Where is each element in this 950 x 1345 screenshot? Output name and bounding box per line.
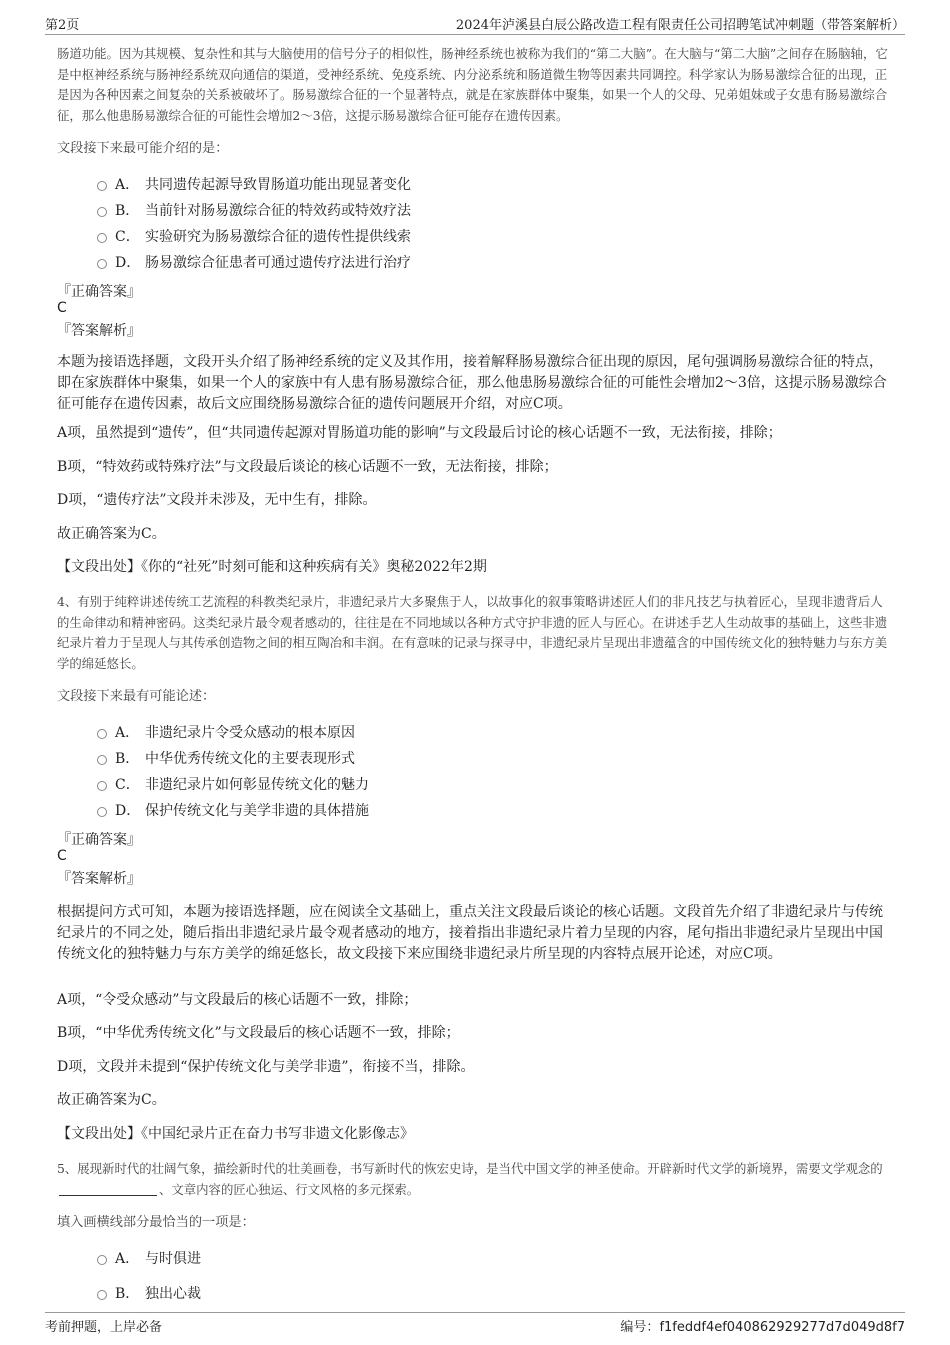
q3-analysis-b: B项，“特效药或特殊疗法”与文段最后谈论的核心话题不一致，无法衔接，排除；: [57, 459, 558, 475]
fill-in-blank: [59, 1183, 157, 1196]
q4-analysis-a: A项，“令受众感动”与文段最后的核心话题不一致，排除；: [57, 992, 418, 1008]
page-header: [45, 10, 905, 35]
q4-question: 文段接下来最有可能论述：: [57, 689, 216, 704]
q3-answer-label: 『正确答案』: [57, 284, 141, 300]
page-footer: [45, 1312, 905, 1335]
radio-icon[interactable]: [97, 781, 107, 791]
q5-question: 填入画横线部分最恰当的一项是：: [57, 1215, 255, 1230]
q4-analysis-label: 『答案解析』: [57, 871, 141, 887]
q3-passage: 肠道功能。因为其规模、复杂性和其与大脑使用的信号分子的相似性，肠神经系统也被称为我们的“第二大脑”。在大脑与“第二大脑”之间存在肠脑轴，它是中枢神经系统与肠神经系统双向通信的渠道，受神经系统、免疫系统、内分泌系统和肠道微生物等因素共同调控。科学家认为肠易激综合征的出现，正是因为各种因素之间复杂的关系被破坏了。肠易激综合征的一个显著特点，就是在家族群体中聚集，如果一个人的父母、兄弟姐妹或子女患有肠易激综合征，那么他患肠易激综合征的可能性会增加2～3倍，这提示肠易激综合征可能存在遗传因素。: [57, 46, 888, 123]
document-title: 2024年泸溪县白辰公路改造工程有限责任公司招聘笔试冲刺题（带答案解析）: [455, 18, 905, 33]
radio-icon[interactable]: [97, 1255, 107, 1265]
radio-icon[interactable]: [97, 233, 107, 243]
radio-icon[interactable]: [97, 1290, 107, 1300]
q3-analysis-label: 『答案解析』: [57, 323, 141, 339]
radio-icon[interactable]: [97, 181, 107, 191]
q3-analysis-d: D项，“遗传疗法”文段并未涉及，无中生有，排除。: [57, 492, 377, 508]
q3-analysis-a: A项，虽然提到“遗传”，但“共同遗传起源对胃肠道功能的影响”与文段最后讨论的核心话题不一致，无法衔接，排除；: [57, 425, 782, 441]
radio-icon[interactable]: [97, 729, 107, 739]
radio-icon[interactable]: [97, 207, 107, 217]
q5-passage: 5、展现新时代的壮阔气象，描绘新时代的壮美画卷，书写新时代的恢宏史诗，是当代中国文学的神圣使命。开辟新时代文学的新境界，需要文学观念的、文章内容的匠心独运、行文风格的多元探索。: [57, 1161, 883, 1197]
q3-question: 文段接下来最可能介绍的是：: [57, 141, 229, 156]
q3-source: 【文段出处】《你的“社死”时刻可能和这种疾病有关》奥秘2022年2期: [57, 559, 487, 575]
radio-icon[interactable]: [97, 807, 107, 817]
q4-conclusion: 故正确答案为C。: [57, 1092, 166, 1108]
q3-conclusion: 故正确答案为C。: [57, 526, 166, 542]
q4-analysis: 根据提问方式可知，本题为接语选择题，应在阅读全文基础上，重点关注文段最后谈论的核心话题。文段首先介绍了非遗纪录片与传统纪录片的不同之处，随后指出非遗纪录片最令观者感动的地方，接着指出非遗纪录片着力呈现的内容，尾句指出非遗纪录片呈现出中国传统文化的独特魅力与东方美学的绵延悠长，故文段接下来应围绕非遗纪录片所呈现的内容特点展开论述，对应C项。: [57, 904, 883, 962]
q4-source: 【文段出处】《中国纪录片正在奋力书写非遗文化影像志》: [57, 1126, 414, 1142]
document-code: 编号：f1feddf4ef040862929277d7d049d8f7: [620, 1320, 905, 1335]
q4-passage: 4、有别于纯粹讲述传统工艺流程的科教类纪录片，非遗纪录片大多聚焦于人，以故事化的叙事策略讲述匠人们的非凡技艺与执着匠心，呈现非遗背后人的生命律动和精神密码。这类纪录片最令观者感动的，往往是在不同地域以各种方式守护非遗的匠人与匠心。在讲述手艺人生动故事的基础上，这些非遗纪录片着力于呈现人与其传承创造物之间的相互陶冶和丰润。在有意味的记录与探寻中，非遗纪录片呈现出非遗蕴含的中国传统文化的独特魅力与东方美学的绵延悠长。: [57, 594, 888, 671]
page-number: 第2页: [45, 18, 80, 33]
q4-answer-label: 『正确答案』: [57, 832, 141, 848]
footer-slogan: 考前押题，上岸必备: [45, 1320, 163, 1335]
q4-analysis-d: D项，文段并未提到“保护传统文化与美学非遗”，衔接不当，排除。: [57, 1059, 475, 1075]
q3-answer: C: [57, 300, 67, 316]
q3-analysis: 本题为接语选择题，文段开头介绍了肠神经系统的定义及其作用，接着解释肠易激综合征出现的原因，尾句强调肠易激综合征的特点，即在家族群体中聚集，如果一个人的家族中有人患有肠易激综合征，那么他患肠易激综合征的可能性会增加2～3倍，这提示肠易激综合征可能存在遗传因素，故后文应围绕肠易激综合征的遗传问题展开介绍，对应C项。: [57, 354, 887, 412]
radio-icon[interactable]: [97, 755, 107, 765]
q4-analysis-b: B项，“中华优秀传统文化”与文段最后的核心话题不一致，排除；: [57, 1025, 460, 1041]
q4-answer: C: [57, 848, 67, 864]
radio-icon[interactable]: [97, 259, 107, 269]
